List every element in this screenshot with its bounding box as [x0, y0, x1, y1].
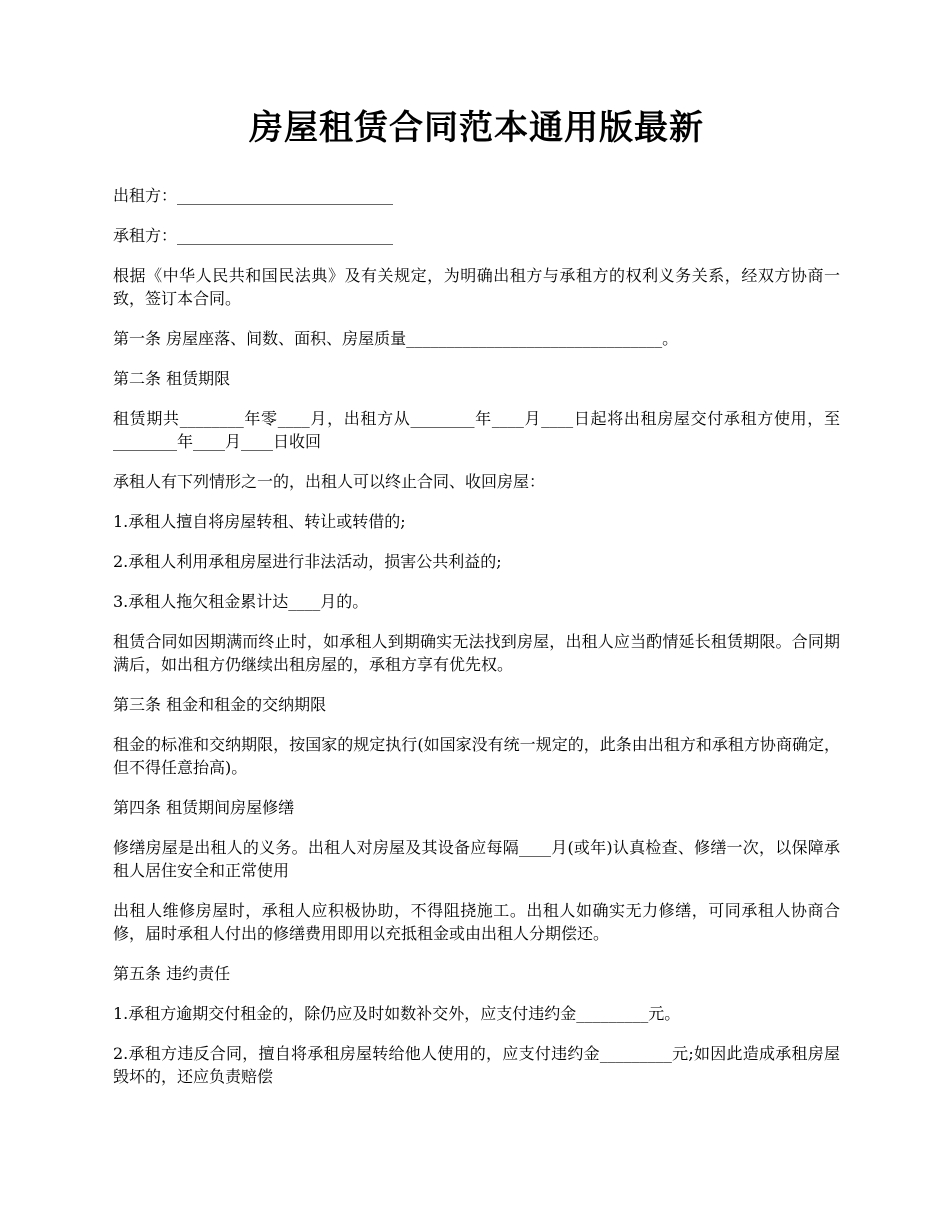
article-1: 第一条 房屋座落、间数、面积、房屋质量________________________________。	[113, 328, 679, 348]
document-page	[113, 108, 840, 1105]
preamble: 根据《中华人民共和国民法典》及有关规定，为明确出租方与承租方的权利义务关系，经双方协商一致，签订本合同。	[113, 265, 840, 308]
article-4-heading: 第四条 租赁期间房屋修缮	[113, 797, 295, 817]
article-5-heading: 第五条 违约责任	[113, 963, 231, 983]
termination-item-3: 3.承租人拖欠租金累计达____月的。	[113, 591, 369, 611]
document-title: 房屋租赁合同范本通用版最新	[249, 108, 704, 148]
repair-paragraph-1: 修缮房屋是出租人的义务。出租人对房屋及其设备应每隔____月(或年)认真检查、修缮一次，以保障承租人居住安全和正常使用	[113, 837, 840, 880]
rent-paragraph: 租金的标准和交纳期限，按国家的规定执行(如国家没有统一规定的，此条由出租方和承租方协商确定，但不得任意抬高)。	[113, 734, 840, 777]
expiry-paragraph: 租赁合同如因期满而终止时，如承租人到期确实无法找到房屋，出租人应当酌情延长租赁期限。合同期满后，如出租方仍继续出租房屋的，承租方享有优先权。	[113, 631, 840, 674]
lessor-field: 出租方：___________________________	[113, 185, 394, 205]
article-2-heading: 第二条 租赁期限	[113, 368, 231, 388]
termination-intro: 承租人有下列情形之一的，出租人可以终止合同、收回房屋：	[113, 471, 546, 491]
liability-item-2: 2.承租方违反合同，擅自将承租房屋转给他人使用的，应支付违约金_________元;如因此造成承租房屋毁坏的，还应负责赔偿	[113, 1043, 840, 1086]
liability-item-1: 1.承租方逾期交付租金的，除仍应及时如数补交外，应支付违约金_________元。	[113, 1003, 681, 1023]
article-3-heading: 第三条 租金和租金的交纳期限	[113, 694, 327, 714]
lessee-field: 承租方：___________________________	[113, 225, 394, 245]
lease-term-paragraph: 租赁期共________年零____月，出租方从________年____月____日起将出租房屋交付承租方使用，至________年____月____日收回	[113, 408, 840, 451]
termination-item-2: 2.承租人利用承租房屋进行非法活动，损害公共利益的;	[113, 551, 502, 571]
repair-paragraph-2: 出租人维修房屋时，承租人应积极协助，不得阻挠施工。出租人如确实无力修缮，可同承租人协商合修，届时承租人付出的修缮费用即用以充抵租金或由出租人分期偿还。	[113, 900, 840, 943]
termination-item-1: 1.承租人擅自将房屋转租、转让或转借的;	[113, 511, 406, 531]
